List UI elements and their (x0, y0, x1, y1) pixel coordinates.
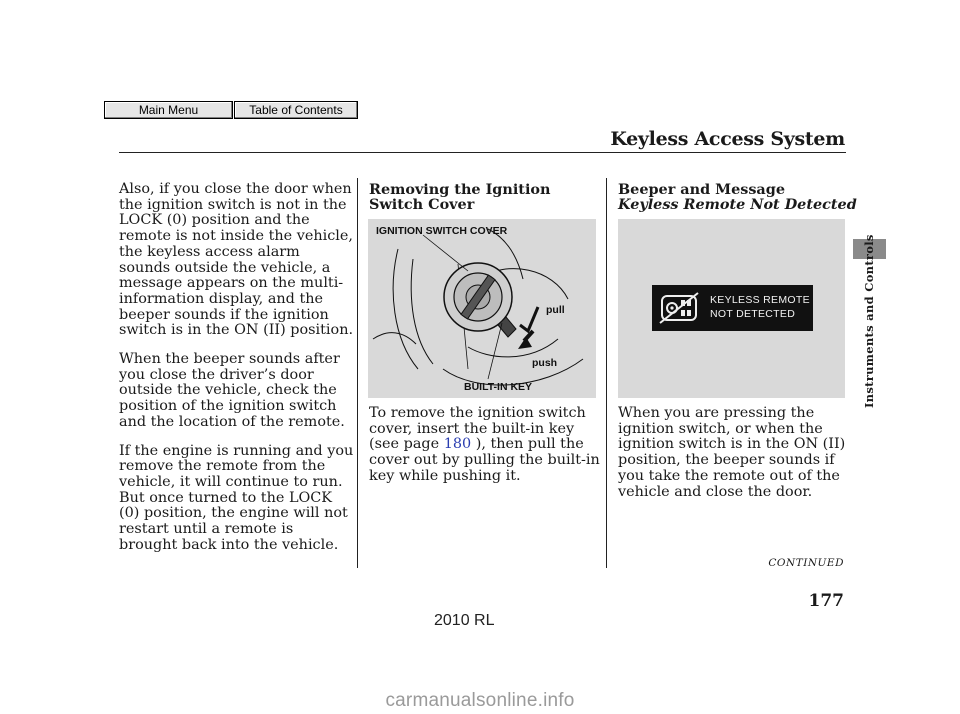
keyless-remote-icon (658, 285, 704, 331)
model-label: 2010 RL (434, 612, 495, 629)
column-divider (357, 178, 358, 568)
table-of-contents-button[interactable]: Table of Contents (234, 101, 358, 119)
page-link-180[interactable]: 180 (443, 436, 472, 453)
watermark: carmanualsonline.info (385, 690, 575, 711)
ignition-switch-figure (368, 219, 596, 398)
pull-label: pull (546, 304, 565, 316)
built-in-key-label: BUILT-IN KEY (464, 381, 533, 393)
push-label: push (532, 357, 558, 369)
display-line: KEYLESS REMOTE (710, 294, 810, 306)
beeper-description: When you are pressing the ignition switch, or when the ignition switch is in the ON (II) position, the beeper sounds if you take the remote out of the vehicle and close the door. (618, 405, 846, 500)
ignition-cover-heading: Removing the Ignition Switch Cover (369, 181, 551, 213)
paragraph: If the engine is running and you remove the remote from the vehicle, it will continue to run. But once turned to the LOCK (0) position, the engine will not restart until a remote is brought back into the vehicle. (119, 442, 354, 553)
side-section-label (862, 234, 876, 408)
column-divider (606, 178, 607, 568)
section-title: Keyless Access System (610, 128, 845, 150)
instruction-text: ), then pull the cover out by pulling the built-in key while pushing it. (369, 436, 600, 484)
beeper-message-heading: Beeper and Message (618, 181, 785, 198)
ignition-switch-cover-label: IGNITION SWITCH COVER (376, 225, 508, 237)
instruction-text: To remove the ignition switch cover, insert the built-in key (see page (369, 405, 586, 453)
side-section-text: Instruments and Controls (862, 234, 876, 408)
page-number: 177 (808, 591, 844, 611)
header-rule (119, 152, 846, 153)
column-1-text (119, 182, 355, 566)
display-message (710, 293, 810, 321)
multi-information-display (652, 285, 813, 331)
main-menu-button[interactable]: Main Menu (104, 101, 233, 119)
paragraph: When the beeper sounds after you close the driver’s door outside the vehicle, check the position of the ignition switch and the location of the remote. (119, 351, 345, 430)
display-figure (618, 219, 845, 398)
display-line: NOT DETECTED (710, 308, 796, 320)
continued-label: CONTINUED (768, 557, 844, 569)
ignition-cover-instructions (369, 406, 605, 485)
paragraph: Also, if you close the door when the ignition switch is not in the LOCK (0) position and the remote is not inside the vehicle, the keyless access alarm sounds outside the vehicle, a message appears on the multi-information display, and the beeper sounds if the ignition switch is in the ON (II) position. (119, 181, 354, 339)
keyless-remote-subheading: Keyless Remote Not Detected (618, 196, 857, 213)
